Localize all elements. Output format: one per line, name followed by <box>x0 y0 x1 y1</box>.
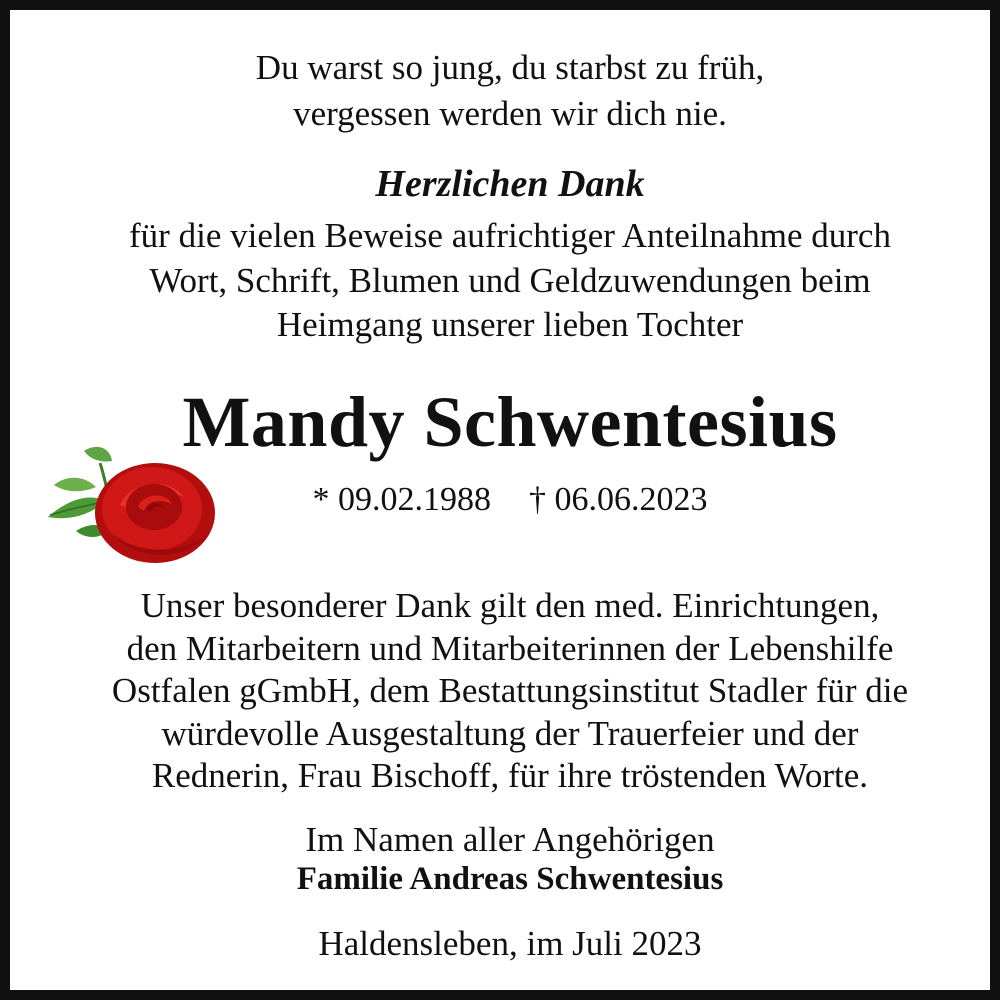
special-thanks-line-1: Unser besonderer Dank gilt den med. Einrichtungen, <box>140 586 880 625</box>
thanks-line-3: Heimgang unserer lieben Tochter <box>276 305 744 344</box>
special-thanks-line-3: Ostfalen gGmbH, dem Bestattungsinstitut Stadler für die <box>111 671 909 710</box>
special-thanks-line-4: würdevolle Ausgestaltung der Trauerfeier und der <box>161 714 859 753</box>
verse-line-1: Du warst so jung, du starbst zu früh, <box>255 48 765 87</box>
rose-leaf-upper <box>54 478 96 492</box>
rose-icon <box>40 435 220 570</box>
verse-line-2: vergessen werden wir dich nie. <box>293 94 727 133</box>
deceased-name: Mandy Schwentesius <box>182 382 838 462</box>
rose-leaf-top <box>84 447 112 462</box>
signature-family: Familie Andreas Schwentesius <box>296 861 724 897</box>
special-thanks-line-2: den Mitarbeitern und Mitarbeiterinnen der Lebenshilfe <box>126 629 894 668</box>
thanks-line-1: für die vielen Beweise aufrichtiger Anteilnahme durch <box>129 216 891 255</box>
thanks-line-2: Wort, Schrift, Blumen und Geldzuwendungen beim <box>149 261 871 300</box>
birth-date: * 09.02.1988 <box>312 481 491 518</box>
signature-intro: Im Namen aller Angehörigen <box>305 820 715 859</box>
place-and-date: Haldensleben, im Juli 2023 <box>318 924 702 963</box>
thanks-heading: Herzlichen Dank <box>375 163 645 205</box>
special-thanks-line-5: Rednerin, Frau Bischoff, für ihre tröstenden Worte. <box>151 756 869 795</box>
death-date: † 06.06.2023 <box>529 481 708 518</box>
